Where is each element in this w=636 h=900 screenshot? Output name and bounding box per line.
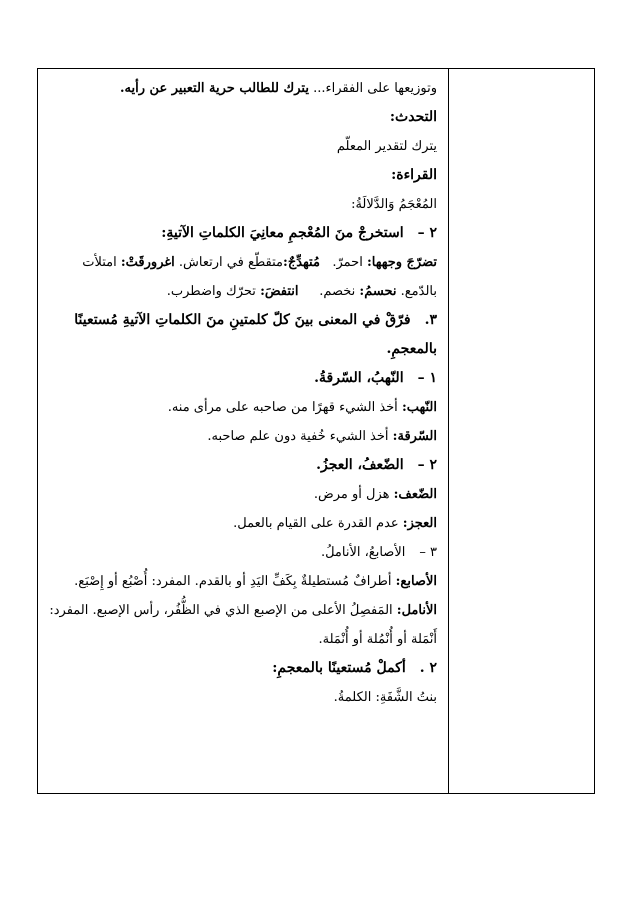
vocab-definition: تحرّك واضطرب.	[166, 284, 261, 299]
pair-2-title	[52, 451, 437, 480]
vocab-definition: متقطّع في ارتعاش.	[178, 255, 284, 270]
final-line: بنتُ الشَّفَةِ: الكلمةُ.	[333, 690, 437, 705]
pair-3-def-a	[52, 567, 437, 596]
reading-heading: القراءة:	[391, 167, 437, 183]
question-text: استخرجْ منَ المُعْجمِ معانِيَ الكلماتِ الآتيةِ:	[161, 225, 404, 241]
vocab-term: الضّعف:	[393, 487, 437, 502]
vocab-term: السّرقة:	[392, 429, 437, 444]
pair-number: ٢ –	[417, 457, 437, 473]
pair-2-def-b	[52, 509, 437, 538]
pair-words: الأصابعُ، الأناملُ.	[320, 545, 406, 560]
vocab-line-1	[52, 248, 437, 277]
vocab-definition: المَفصِلُ الأعلى من الإصبع الذي في الظُّفُر، رأس الإصبع. المفرد:	[49, 603, 397, 618]
vocab-definition: أخذ الشيء خُفية دون علم صاحبه.	[207, 429, 393, 444]
pair-3-title	[52, 538, 437, 567]
question-number: ٢ .	[419, 660, 437, 676]
line-distribution	[52, 74, 437, 103]
pair-number: ١ –	[417, 370, 437, 386]
vocab-term: تضرّجَ وجهها:	[366, 255, 437, 270]
pair-2-def-a	[52, 480, 437, 509]
question-number: ٢ –	[417, 225, 437, 241]
dictionary-subheading: المُعْجَمُ وَالدَّلالَةُ:	[351, 197, 437, 212]
vocab-definition: عدم القدرة على القيام بالعمل.	[233, 516, 403, 531]
free-expression-note: يترك للطالب حرية التعبير عن رأيه.	[120, 81, 309, 96]
vocab-definition: احمرّ.	[332, 255, 367, 270]
vocab-definition: هزل أو مرض.	[313, 487, 394, 502]
question-text: فرّقْ في المعنى بينَ كلّ كلمتينِ منَ الكلماتِ الآتيةِ مُستعينًا	[74, 312, 411, 328]
question-2b-title	[52, 654, 437, 683]
speaking-heading: التحدث:	[389, 109, 437, 125]
vocab-term: الأصابع:	[395, 574, 437, 589]
vocab-term: الأنامل:	[396, 603, 437, 618]
vocab-definition: أخذ الشيء قهرًا من صاحبه على مرأى منه.	[167, 400, 402, 415]
distribution-text: وتوزيعها على الفقراء...	[308, 81, 437, 96]
pair-1-def-a	[52, 393, 437, 422]
vocab-term: العجز:	[402, 516, 437, 531]
vocab-term: النّهب:	[401, 400, 437, 415]
question-3-title-cont: بالمعجمِ.	[386, 341, 437, 357]
vocab-term: اغرورقَتْ:	[120, 255, 175, 270]
pair-words: النّهبُ، السّرقةُ.	[314, 370, 404, 386]
speaking-text: يترك لتقدير المعلّم	[336, 139, 437, 154]
pair-words: الضّعفُ، العجزُ.	[316, 457, 404, 473]
vocab-term: مُتهدِّجٌ:	[283, 255, 320, 270]
answer-content	[49, 74, 437, 712]
pair-number: ٣ –	[419, 545, 437, 560]
vocab-term: نحسمُ:	[359, 284, 397, 299]
question-3-title	[52, 306, 437, 335]
table-column-divider	[448, 68, 449, 794]
vocab-definition: امتلأت	[82, 255, 121, 270]
vocab-definition: نخصم.	[319, 284, 360, 299]
pair-3-def-b-cont: أَنْمَلة أو أُنْمُلة أو أُنْمَلة.	[318, 632, 437, 647]
question-number: ٣.	[424, 312, 437, 328]
vocab-definition: بالدّمع.	[400, 284, 437, 299]
vocab-line-2	[52, 277, 437, 306]
question-2-title	[52, 219, 437, 248]
question-text: أكملْ مُستعينًا بالمعجمِ:	[272, 660, 406, 676]
vocab-term: انتفضَ:	[260, 284, 299, 299]
pair-1-def-b	[52, 422, 437, 451]
pair-3-def-b	[49, 596, 437, 625]
vocab-definition: أطرافٌ مُستطيلةٌ بِكَفِّ اليَدِ أو بالقدم. المفرد: أُصْبُع أو إِصْبَع.	[74, 574, 396, 589]
pair-1-title	[52, 364, 437, 393]
